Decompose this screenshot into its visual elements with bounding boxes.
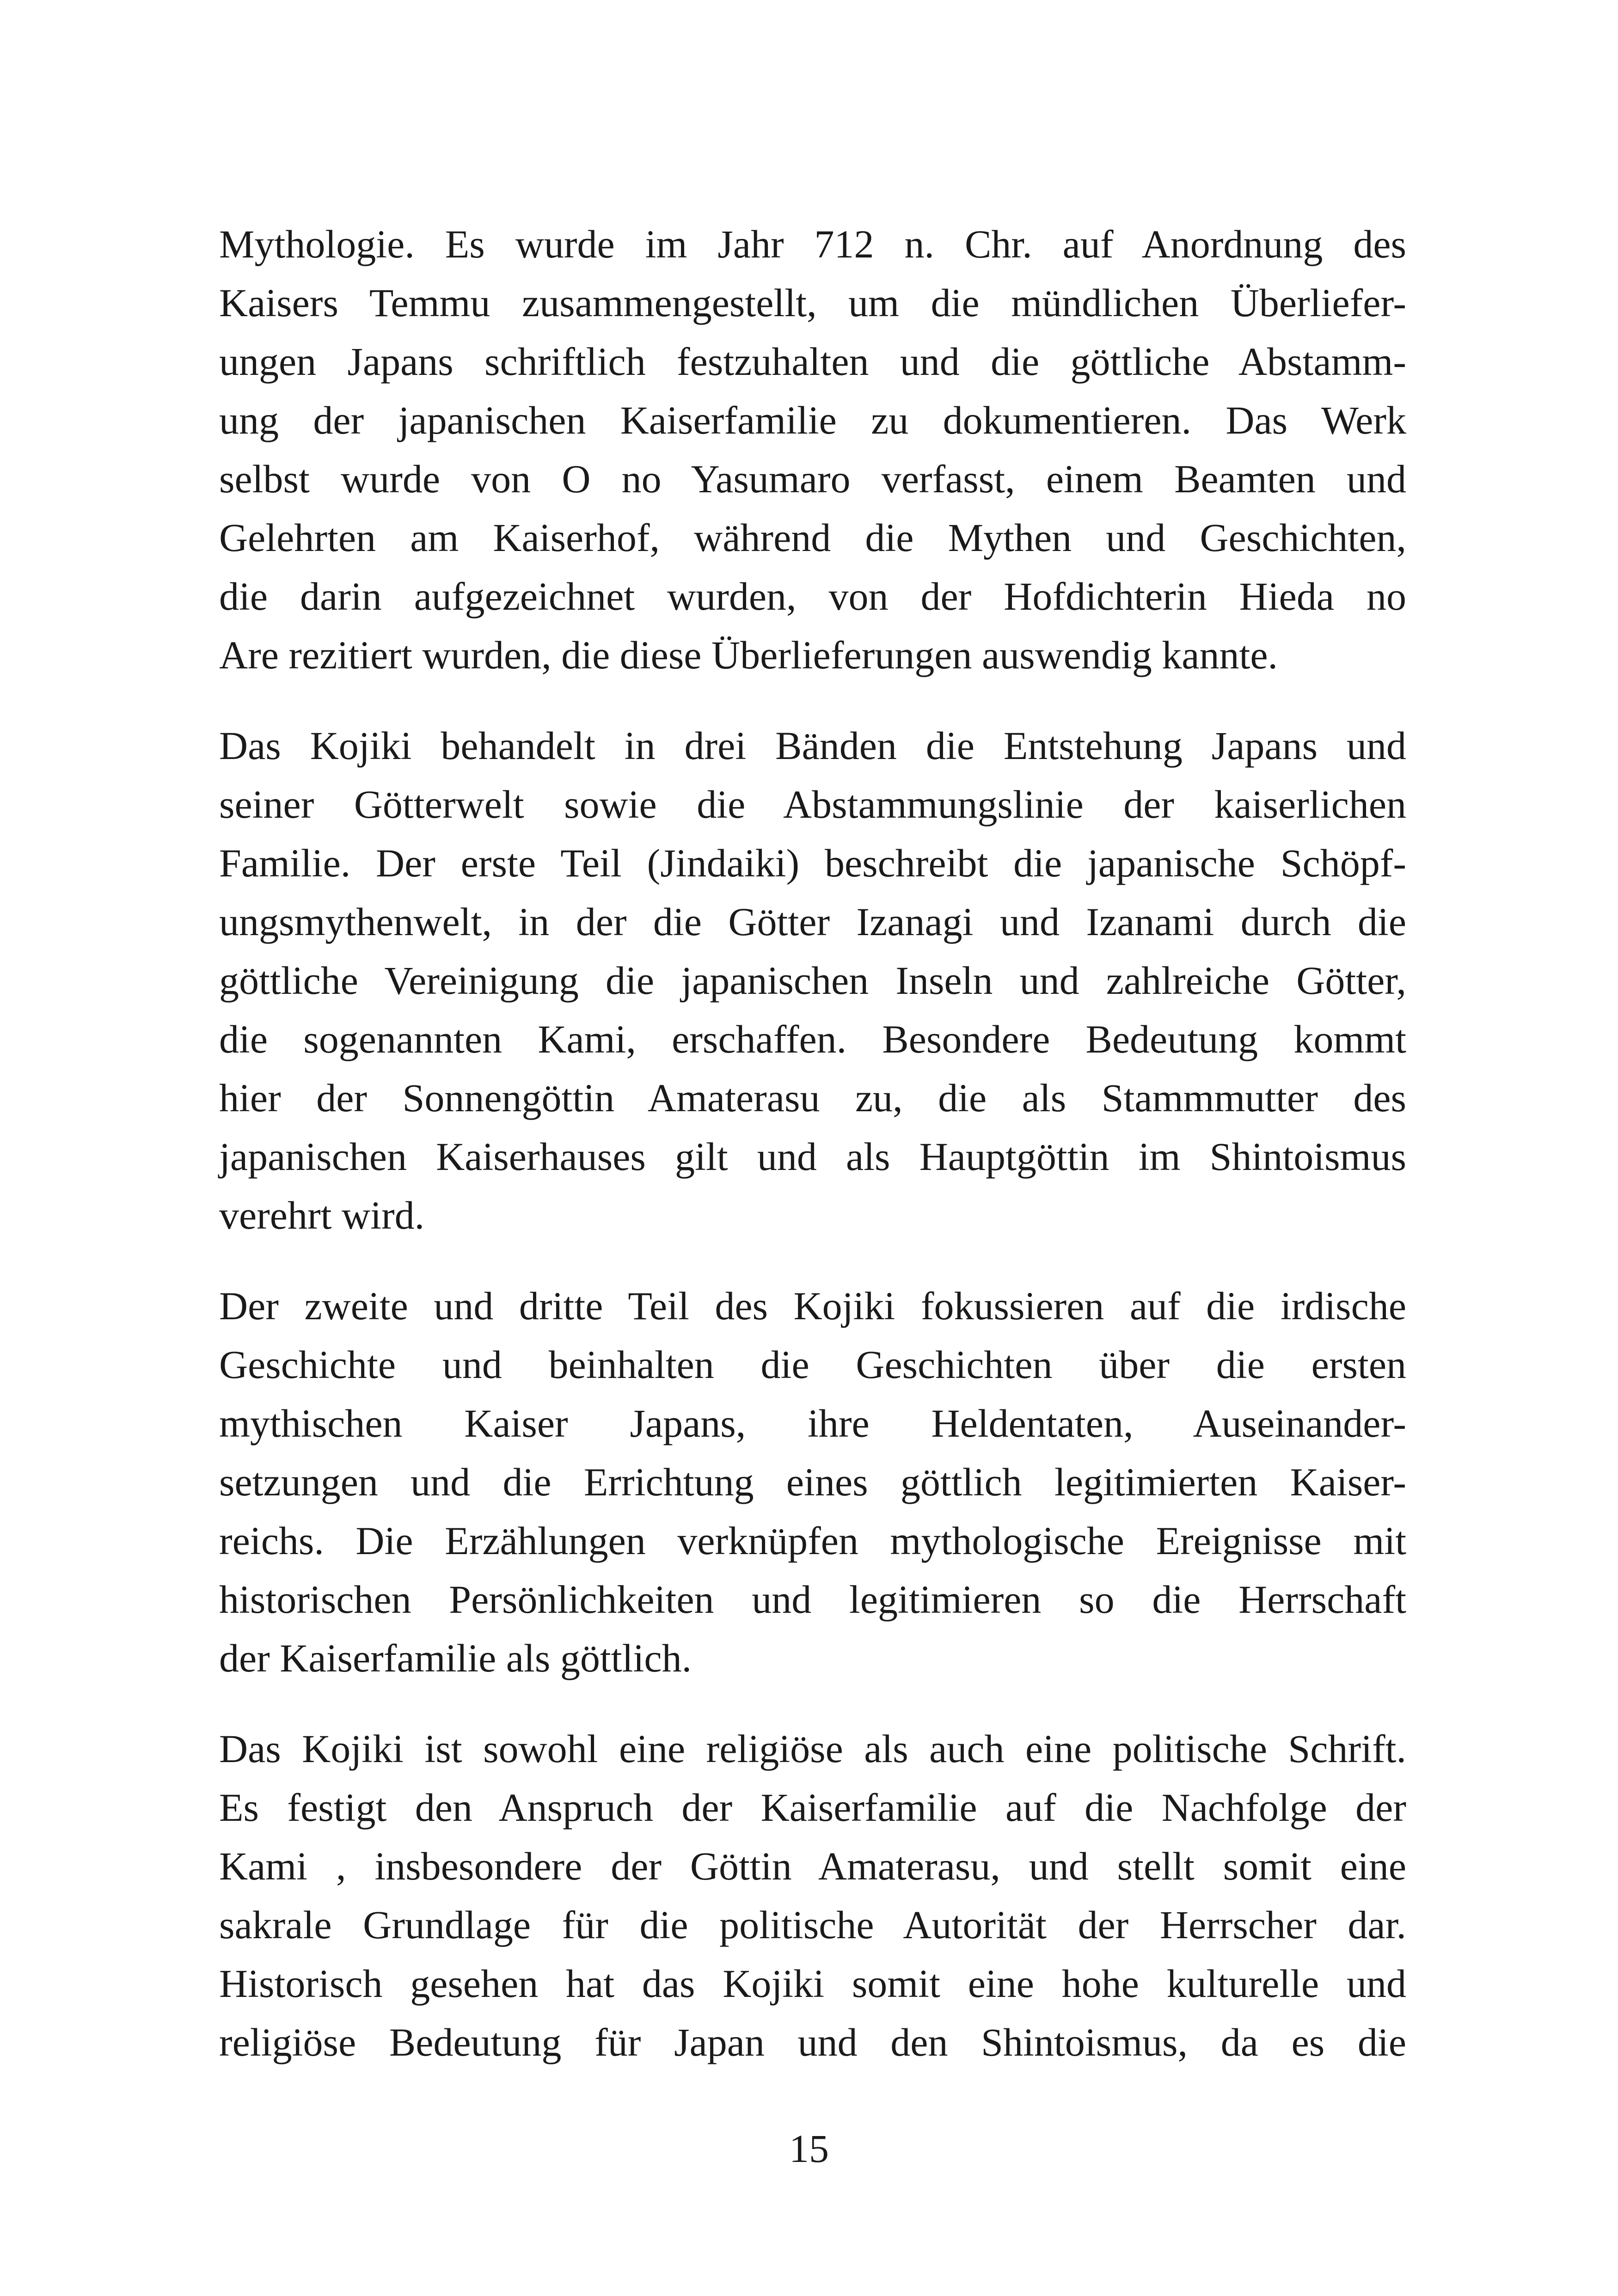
text-line: religiöse Bedeutung für Japan und den Shintoismus, da es die: [219, 2020, 1406, 2064]
text-line: Das Kojiki behandelt in drei Bänden die Entstehung Japans und: [219, 723, 1406, 768]
text-line: Historisch gesehen hat das Kojiki somit eine hohe kulturelle und: [219, 1961, 1406, 2006]
text-line: Mythologie. Es wurde im Jahr 712 n. Chr. auf Anordnung des: [219, 222, 1406, 266]
text-line: japanischen Kaiserhauses gilt und als Hauptgöttin im Shintoismus: [219, 1134, 1406, 1179]
text-line: ungen Japans schriftlich festzuhalten und die göttliche Abstamm-: [219, 339, 1406, 384]
text-line: Es festigt den Anspruch der Kaiserfamilie auf die Nachfolge der: [219, 1785, 1406, 1830]
text-line: verehrt wird.: [219, 1193, 425, 1237]
paragraph: [219, 215, 1406, 685]
text-line: Are rezitiert wurden, die diese Überlieferungen auswendig kannte.: [219, 633, 1278, 677]
text-line: ungsmythenwelt, in der die Götter Izanagi und Izanami durch die: [219, 900, 1406, 944]
text-line: Gelehrten am Kaiserhof, während die Mythen und Geschichten,: [219, 515, 1406, 560]
text-line: Geschichte und beinhalten die Geschichten über die ersten: [219, 1342, 1406, 1387]
text-line: sakrale Grundlage für die politische Autorität der Herrscher dar.: [219, 1903, 1406, 1947]
text-line: die sogenannten Kami, erschaffen. Besondere Bedeutung kommt: [219, 1017, 1406, 1061]
text-line: ung der japanischen Kaiserfamilie zu dokumentieren. Das Werk: [219, 398, 1406, 442]
body-text: [219, 215, 1406, 2104]
text-line: Kami , insbesondere der Göttin Amaterasu, und stellt somit eine: [219, 1844, 1406, 1888]
text-line: selbst wurde von O no Yasumaro verfasst, einem Beamten und: [219, 457, 1406, 501]
text-line: historischen Persönlichkeiten und legitimieren so die Herrschaft: [219, 1577, 1406, 1622]
text-line: setzungen und die Errichtung eines göttlich legitimierten Kaiser-: [219, 1460, 1406, 1504]
text-line: der Kaiserfamilie als göttlich.: [219, 1636, 692, 1680]
text-line: göttliche Vereinigung die japanischen Inseln und zahlreiche Götter,: [219, 958, 1406, 1003]
text-line: Kaisers Temmu zusammengestellt, um die mündlichen Überliefer-: [219, 281, 1406, 325]
text-line: Der zweite und dritte Teil des Kojiki fokussieren auf die irdische: [219, 1284, 1406, 1328]
text-line: hier der Sonnengöttin Amaterasu zu, die als Stammmutter des: [219, 1076, 1406, 1120]
paragraph: [219, 1720, 1406, 2072]
text-line: reichs. Die Erzählungen verknüpfen mythologische Ereignisse mit: [219, 1518, 1406, 1563]
text-line: Familie. Der erste Teil (Jindaiki) beschreibt die japanische Schöpf-: [219, 841, 1406, 885]
text-line: die darin aufgezeichnet wurden, von der Hofdichterin Hieda no: [219, 574, 1406, 618]
text-line: mythischen Kaiser Japans, ihre Heldentaten, Auseinander-: [219, 1401, 1406, 1445]
paragraph: [219, 1277, 1406, 1688]
text-line: Das Kojiki ist sowohl eine religiöse als auch eine politische Schrift.: [219, 1727, 1406, 1771]
page-number: 15: [789, 2126, 829, 2171]
text-line: seiner Götterwelt sowie die Abstammungslinie der kaiserlichen: [219, 782, 1406, 827]
paragraph: [219, 716, 1406, 1245]
